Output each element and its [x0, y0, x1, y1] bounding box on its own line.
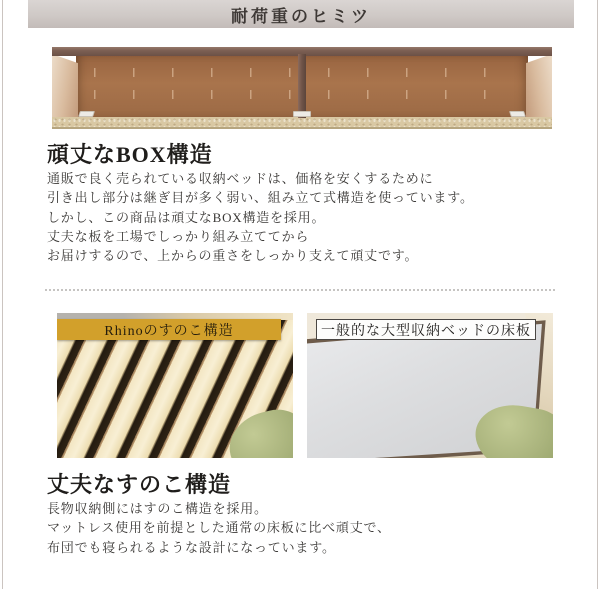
box-center-divider — [298, 54, 306, 118]
metal-bracket-left — [78, 111, 95, 117]
dotted-divider — [45, 289, 555, 291]
metal-bracket-right — [509, 111, 526, 117]
section-header — [28, 0, 574, 28]
box-bottom-board — [52, 117, 552, 129]
box-right-panel — [526, 54, 552, 119]
rhino-slat-structure-image — [57, 313, 293, 458]
paragraph-line: しかし、この商品は頑丈なBOX構造を採用。 — [47, 209, 326, 225]
paragraph-line: 通販で良く売られている収納ベッドは、価格を安くするために — [47, 171, 434, 186]
page-left-border — [2, 0, 3, 589]
paragraph-line: 引き出し部分は継ぎ目が多く弱い、組み立て式構造を使っています。 — [47, 190, 474, 206]
paragraph-line: マットレス使用を前提とした通常の床板に比べ頑丈で、 — [47, 520, 391, 536]
box-section-paragraph — [47, 169, 474, 265]
page-right-border — [597, 0, 598, 589]
paragraph-line: 長物収納側にはすのこ構造を採用。 — [47, 501, 268, 516]
slat-section-heading: 丈夫なすのこ構造 — [47, 472, 232, 497]
section-title: 耐荷重のヒミツ — [231, 6, 371, 26]
paragraph-line: 丈夫な板を工場でしっかり組み立ててから — [47, 228, 310, 244]
box-section-heading: 頑丈なBOX構造 — [47, 142, 213, 167]
metal-bracket-center — [293, 111, 311, 117]
paragraph-line: 布団でも寝られるような設計になっています。 — [47, 539, 336, 555]
box-left-panel — [52, 54, 78, 119]
generic-floor-board-image — [307, 313, 553, 458]
paragraph-line: お届けするので、上からの重さをしっかり支えて頑丈です。 — [47, 248, 419, 264]
generic-board-label: 一般的な大型収納ベッドの床板 — [316, 319, 536, 340]
box-structure-image — [52, 47, 552, 129]
slat-section-paragraph — [47, 499, 391, 557]
rhino-slat-label: Rhinoのすのこ構造 — [57, 319, 281, 340]
